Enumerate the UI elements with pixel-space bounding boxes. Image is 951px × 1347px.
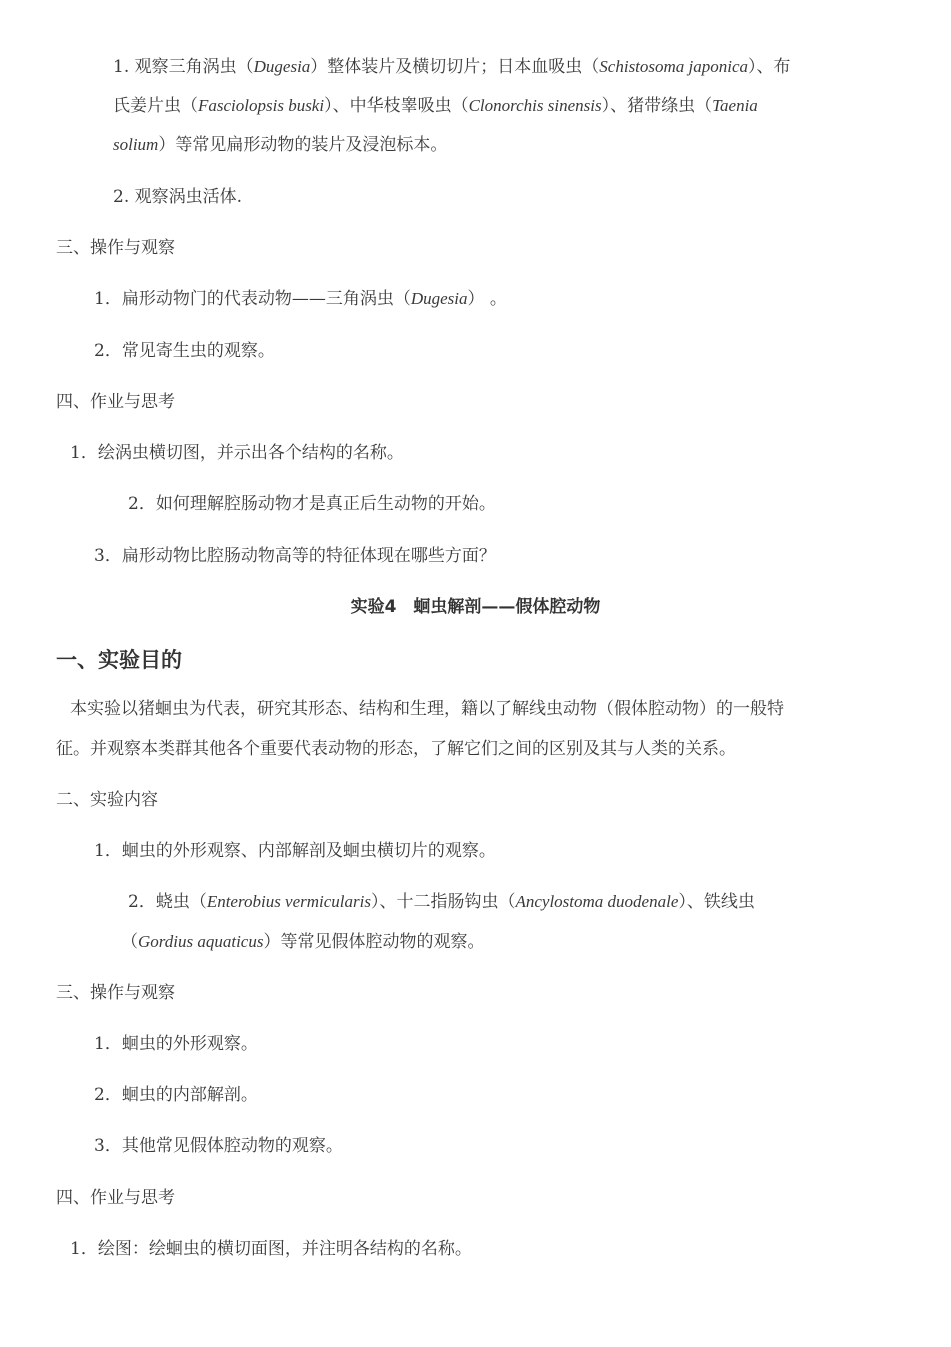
homework-item-1: 1．绘涡虫横切图，并示出各个结构的名称。 [70, 443, 404, 463]
latin-name: Ancylostoma duodenale [515, 892, 679, 911]
text-segment: 1. 观察三角涡虫（ [113, 57, 254, 77]
latin-name: Fasciolopsis buski [198, 96, 325, 115]
text-segment: ）、中华枝睾吸虫（ [324, 96, 469, 116]
content-item-1-line-1 [113, 55, 791, 79]
text-segment: ）、十二指肠钩虫（ [370, 892, 516, 912]
text-segment: 氏姜片虫（ [113, 96, 198, 116]
section-heading-homework-2: 四、作业与思考 [56, 1188, 175, 1208]
latin-name: solium [113, 135, 159, 154]
text-segment: ） 。 [467, 289, 507, 309]
content-item-1-line-2 [113, 94, 758, 118]
latin-name: Schistosoma japonica [599, 57, 749, 76]
text-segment: （ [121, 932, 138, 952]
text-segment: 1．扁形动物门的代表动物——三角涡虫（ [94, 289, 411, 309]
section-heading-purpose: 一、实验目的 [56, 648, 182, 672]
experiment-title: 实验4 蛔虫解剖——假体腔动物 [350, 597, 601, 617]
purpose-paragraph-line-2: 征。并观察本类群其他各个重要代表动物的形态，了解它们之间的区别及其与人类的关系。 [56, 739, 736, 759]
text-segment: ）整体装片及横切切片；日本血吸虫（ [310, 57, 600, 77]
purpose-paragraph-line-1: 本实验以猪蛔虫为代表，研究其形态、结构和生理，籍以了解线虫动物（假体腔动物）的一般特 [70, 699, 784, 719]
text-segment: ）、猪带绦虫（ [601, 96, 713, 116]
section-heading-content: 二、实验内容 [56, 790, 158, 810]
homework-item-3: 3．扁形动物比腔肠动物高等的特征体现在哪些方面？ [94, 546, 496, 566]
latin-name: Enterobius vermicularis [206, 892, 371, 911]
latin-name: Clonorchis sinensis [468, 96, 602, 115]
operation-item-2-b: 2．蛔虫的内部解剖。 [94, 1085, 258, 1105]
latin-name: Dugesia [253, 57, 311, 76]
homework-item-2: 2．如何理解腔肠动物才是真正后生动物的开始。 [128, 494, 496, 514]
latin-name: Dugesia [410, 289, 468, 308]
text-segment: 2．蛲虫（ [128, 892, 207, 912]
latin-name: Gordius aquaticus [138, 932, 264, 951]
operation-item-2: 2．常见寄生虫的观察。 [94, 341, 275, 361]
text-segment: ）、布 [748, 57, 791, 77]
operation-item-1 [94, 287, 507, 311]
homework-item-1-b: 1．绘图：绘蛔虫的横切面图，并注明各结构的名称。 [70, 1239, 472, 1259]
content-item-1-line-3 [113, 133, 447, 157]
content-item-2-line-1 [128, 890, 755, 914]
text-segment: ）等常见扁形动物的装片及浸泡标本。 [158, 135, 448, 155]
operation-item-1-b: 1．蛔虫的外形观察。 [94, 1034, 258, 1054]
section-heading-operation-2: 三、操作与观察 [56, 983, 175, 1003]
section-heading-homework: 四、作业与思考 [56, 392, 175, 412]
content-item-2-line-2 [121, 930, 484, 954]
text-segment: ）、铁线虫 [678, 892, 755, 912]
operation-item-3-b: 3．其他常见假体腔动物的观察。 [94, 1136, 343, 1156]
content-item-1: 1．蛔虫的外形观察、内部解剖及蛔虫横切片的观察。 [94, 841, 496, 861]
content-item-2: 2. 观察涡虫活体. [113, 187, 243, 207]
text-segment: ）等常见假体腔动物的观察。 [263, 932, 485, 952]
latin-name: Taenia [712, 96, 758, 115]
section-heading-operation: 三、操作与观察 [56, 238, 175, 258]
